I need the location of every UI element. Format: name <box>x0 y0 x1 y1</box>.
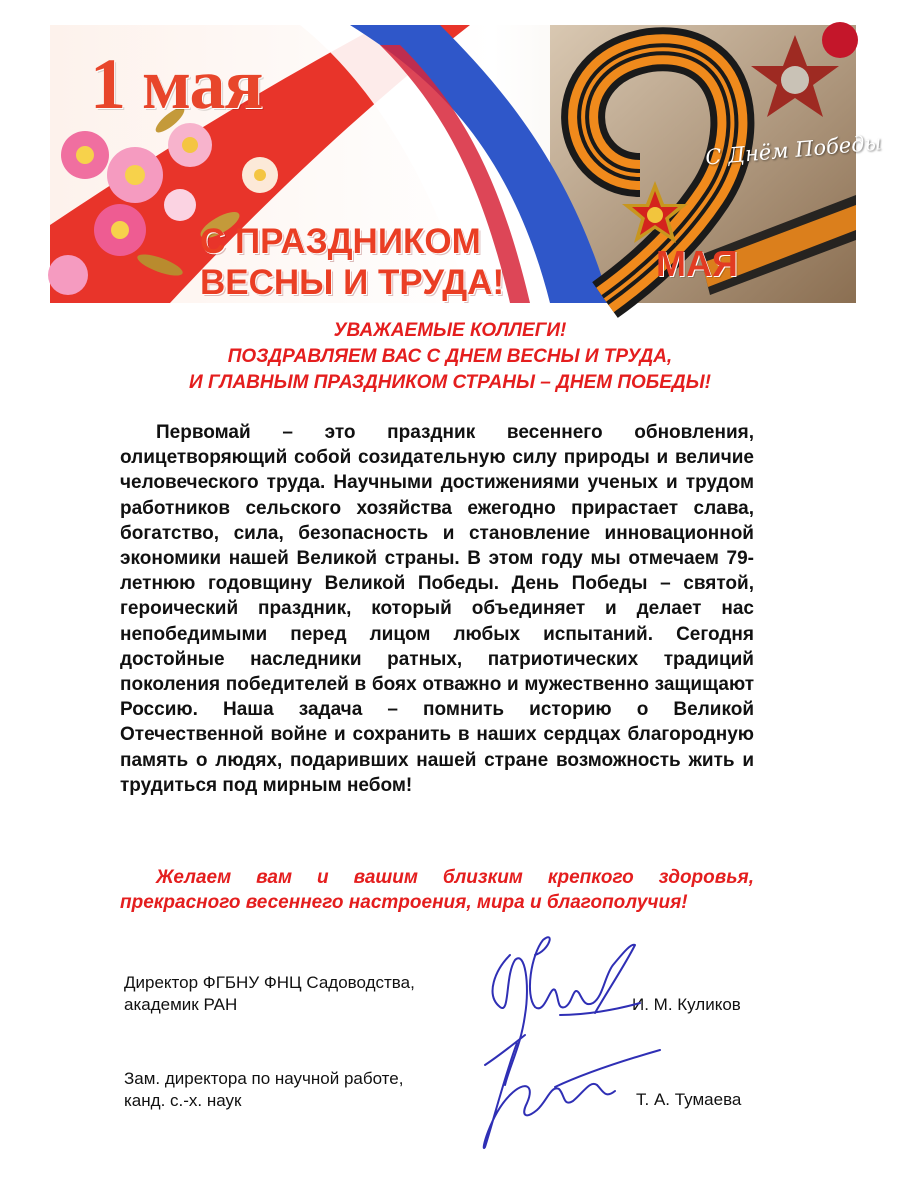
signatory-deputy-role <box>124 1068 403 1112</box>
wish-paragraph <box>120 865 754 915</box>
wish-text: Желаем вам и вашим близким крепкого здоровья, прекрасного весеннего настроения, мира и благополучия! <box>120 867 754 914</box>
heading-line1: УВАЖАЕМЫЕ КОЛЛЕГИ! <box>333 320 567 341</box>
banner-greeting-line1: С ПРАЗДНИКОМ <box>200 222 481 261</box>
signatory-role-line1: Зам. директора по научной работе, <box>124 1069 404 1088</box>
handwritten-signatures <box>455 915 675 1160</box>
banner-date: 1 мая <box>90 44 263 124</box>
heading-line3: И ГЛАВНЫМ ПРАЗДНИКОМ СТРАНЫ – ДНЕМ ПОБЕДЫ! <box>189 372 711 393</box>
carnation-icon <box>822 22 858 58</box>
signatory-deputy-name: Т. А. Тумаева <box>636 1090 742 1109</box>
heading-line2: ПОЗДРАВЛЯЕМ ВАС С ДНЕМ ВЕСНЫ И ТРУДА, <box>227 346 673 367</box>
banner-victory-month: МАЯ <box>656 243 738 284</box>
letter-body <box>120 420 754 798</box>
greeting-heading <box>0 318 900 396</box>
banner-greeting-line2: ВЕСНЫ И ТРУДА! <box>200 263 505 302</box>
signatory-director-role <box>124 972 415 1016</box>
signature-deputy <box>484 1035 660 1148</box>
signatory-role-line2: академик РАН <box>124 995 238 1014</box>
signatory-role-line1: Директор ФГБНУ ФНЦ Садоводства, <box>124 973 415 992</box>
banner-victory-script: С Днём Победы <box>704 130 883 170</box>
signatory-director-name: И. М. Куликов <box>632 995 741 1014</box>
greeting-banner <box>50 25 883 303</box>
letter-paragraph: Первомай – это праздник весеннего обновления, олицетворяющий собой созидательную силу природы и величие человеческого труда. Научными достижениями ученых и трудом работников сельского хозяйства ежегодно прирастает слава, богатство, сила, безопасность и становление инновационной экономики нашей Великой страны. В этом году мы отмечаем 79-летнюю годовщину Великой Победы. День Победы – святой, героический праздник, который объединяет и делает нас непобедимыми перед лицом любых испытаний. Сегодня достойные наследники ратных, патриотических традиций поколения победителей в боях отважно и мужественно защищают Россию. Наша задача – помнить историю о Великой Отечественной войне и сохранить в наших сердцах благородную память о людях, подаривших нашей стране возможность жить и трудиться под мирным небом! <box>120 422 754 796</box>
signatory-role-line2: канд. с.-х. наук <box>124 1091 242 1110</box>
